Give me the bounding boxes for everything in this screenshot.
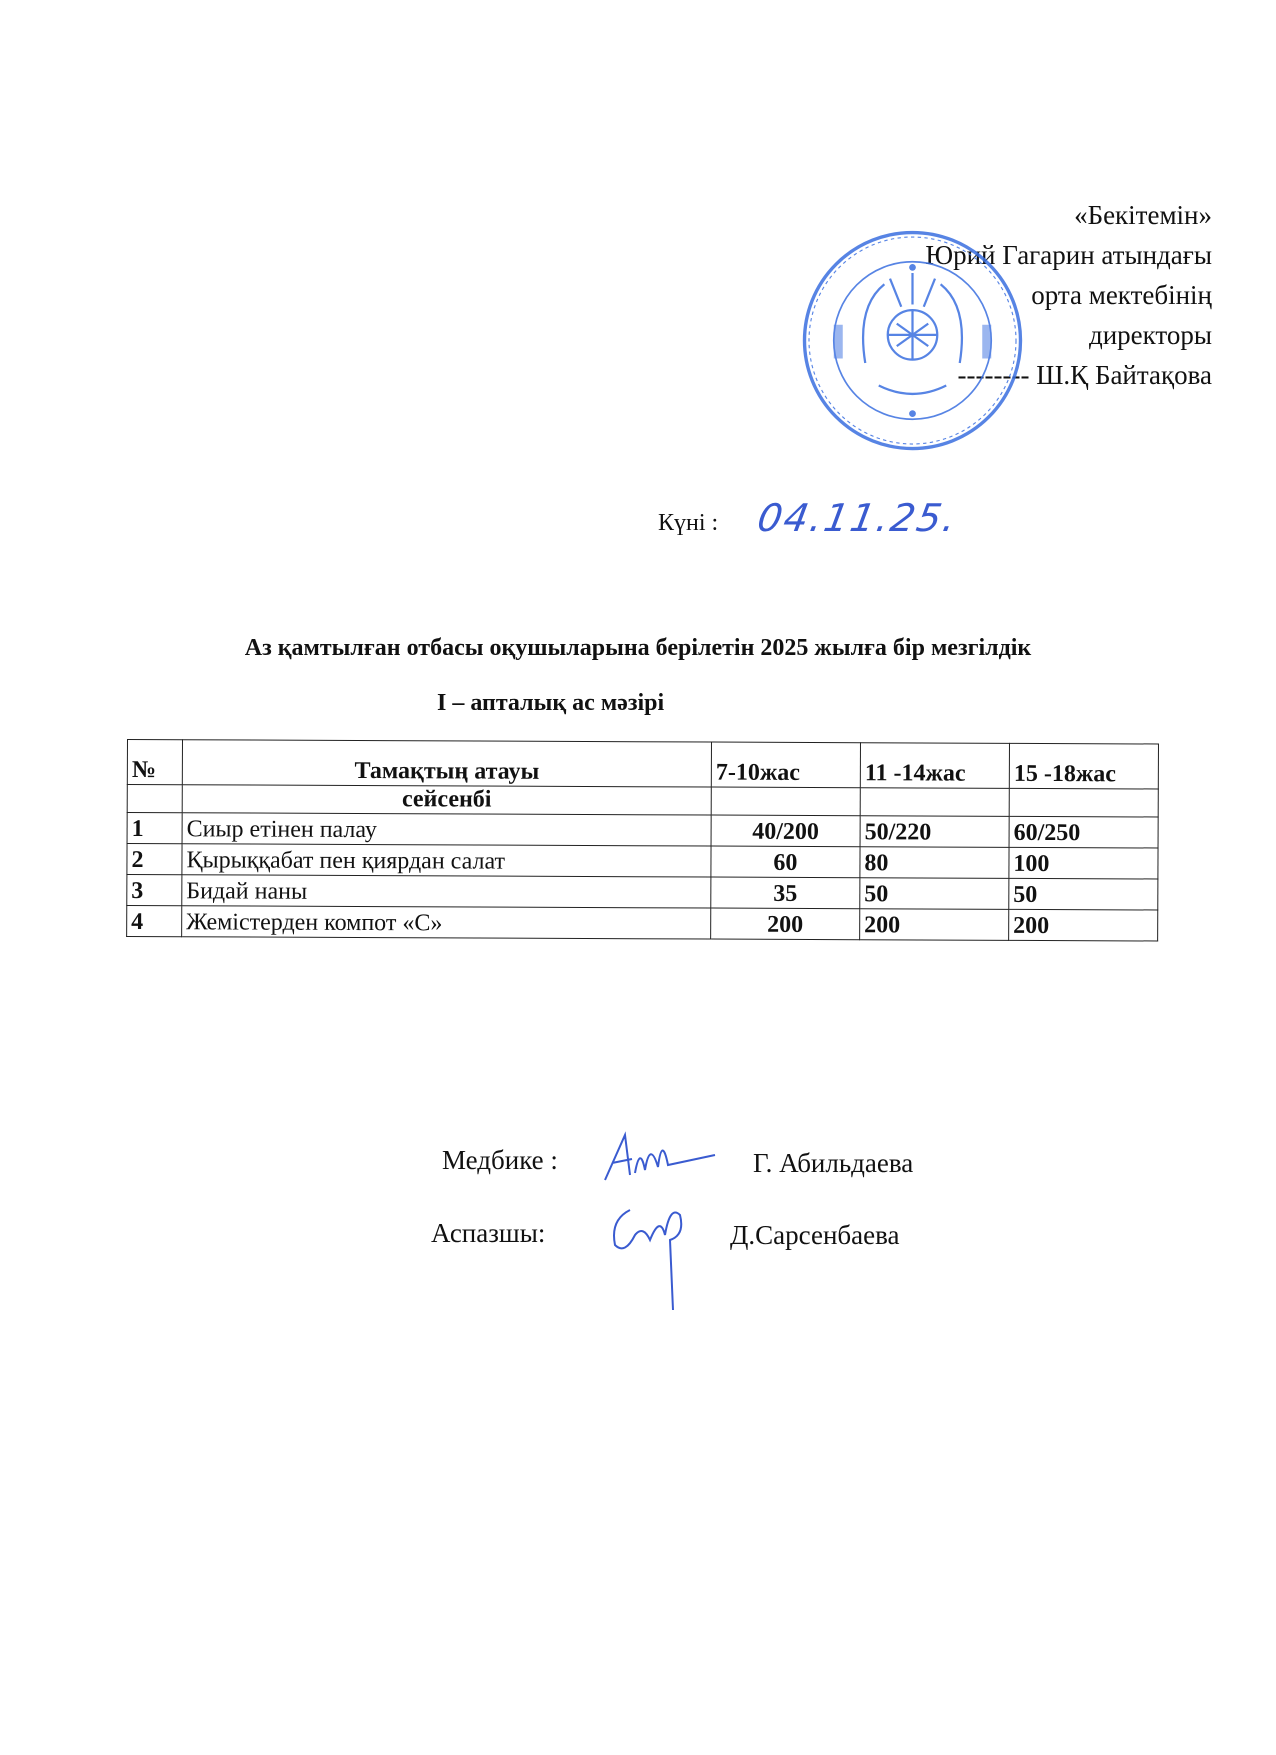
portion-7-10: 60	[711, 846, 860, 878]
dish-name: Жемістерден компот «С»	[182, 906, 711, 939]
portion-11-14: 50/220	[860, 816, 1009, 848]
official-stamp	[800, 228, 1025, 453]
portion-15-18: 100	[1009, 847, 1158, 879]
row-number: 1	[127, 813, 182, 844]
approval-line: директоры	[1088, 320, 1212, 350]
portion-11-14: 200	[860, 909, 1009, 941]
row-number: 4	[127, 906, 182, 937]
dish-name: Сиыр етінен палау	[182, 813, 711, 846]
menu-table	[126, 739, 1159, 942]
row-number: 2	[127, 844, 182, 875]
header-age-7-10: 7-10жас	[711, 742, 860, 788]
day-label: сейсенбі	[182, 785, 711, 815]
approval-line: Юрий Гагарин атындағы	[925, 240, 1212, 270]
table-row	[127, 906, 1158, 941]
table-row	[127, 875, 1158, 910]
header-age-11-14: 11 -14жас	[860, 743, 1009, 789]
header-number: №	[127, 740, 182, 785]
header-dish-name: Тамақтың атауы	[182, 740, 711, 787]
nurse-name: Г. Абильдаева	[753, 1148, 914, 1178]
document-subtitle: I – апталық ас мәзірі	[437, 690, 665, 716]
table-row	[127, 844, 1158, 879]
portion-15-18: 50	[1009, 878, 1158, 910]
day-row	[127, 785, 1158, 817]
portion-15-18: 60/250	[1009, 816, 1158, 848]
cook-signature	[605, 1195, 705, 1315]
cook-name: Д.Сарсенбаева	[730, 1220, 900, 1250]
nurse-signature	[600, 1125, 720, 1185]
nurse-label: Медбике :	[442, 1145, 558, 1175]
portion-11-14: 50	[860, 878, 1009, 910]
table-header-row	[127, 740, 1158, 789]
document-title: Аз қамтылған отбасы оқушыларына берілетін 2025 жылға бір мезгілдік	[244, 635, 1032, 661]
portion-7-10: 200	[711, 908, 860, 940]
header-age-15-18: 15 -18жас	[1009, 743, 1158, 789]
cook-label: Аспазшы:	[431, 1218, 546, 1248]
dish-name: Қырыққабат пен қиярдан салат	[182, 844, 711, 877]
date-value: 04.11.25.	[754, 496, 962, 540]
row-number: 3	[127, 875, 182, 906]
portion-15-18: 200	[1009, 909, 1158, 941]
portion-7-10: 35	[711, 877, 860, 909]
portion-7-10: 40/200	[711, 815, 860, 847]
portion-11-14: 80	[860, 847, 1009, 879]
date-label: Күні :	[658, 510, 719, 536]
approval-line: орта мектебінің	[1031, 280, 1212, 310]
approval-heading: «Бекітемін»	[1074, 200, 1212, 230]
table-row	[127, 813, 1158, 848]
director-name: -------- Ш.Қ Байтақова	[957, 360, 1212, 390]
dish-name: Бидай наны	[182, 875, 711, 908]
